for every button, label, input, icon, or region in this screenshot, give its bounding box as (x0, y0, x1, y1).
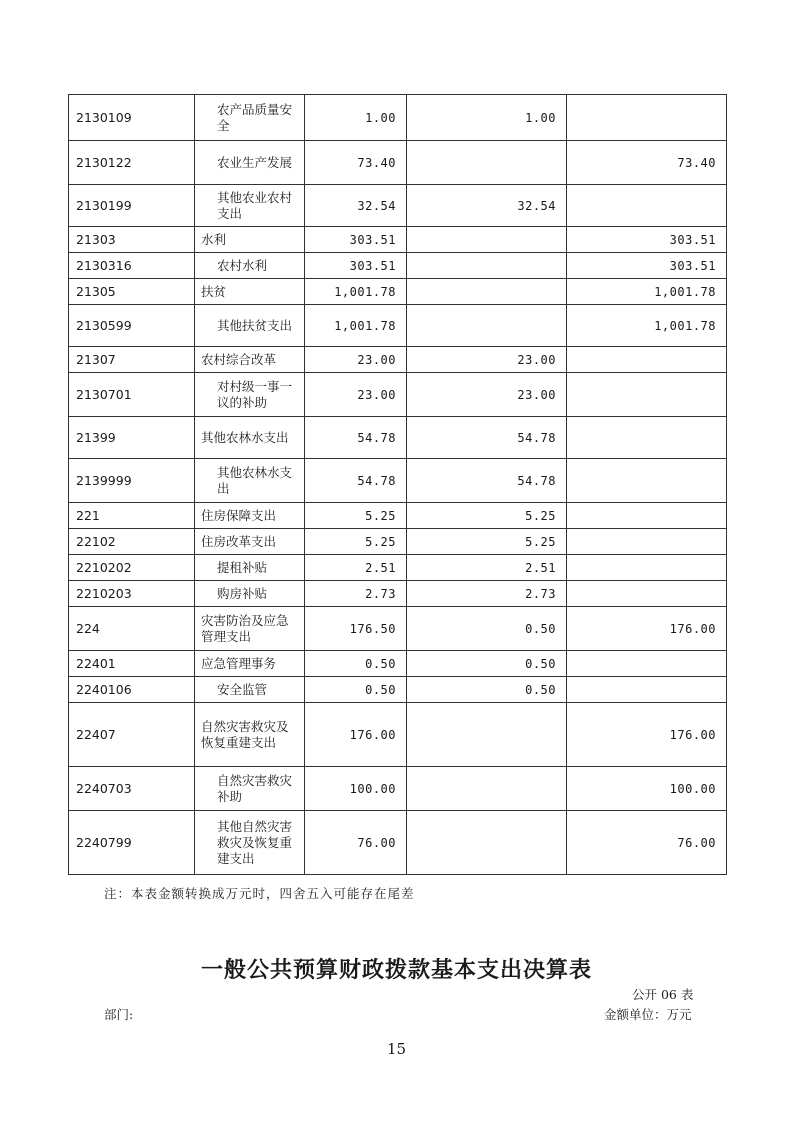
row-basic-cell: 0.50 (407, 677, 567, 703)
row-total-cell: 176.00 (305, 703, 407, 767)
row-name-cell: 其他扶贫支出 (195, 305, 305, 347)
row-code-cell: 2240106 (69, 677, 195, 703)
table-row (69, 373, 727, 417)
table-row (69, 607, 727, 651)
section-title: 一般公共预算财政拨款基本支出决算表 (200, 958, 592, 983)
row-basic-cell (407, 141, 567, 185)
row-basic-cell (407, 767, 567, 811)
table-row (69, 581, 727, 607)
row-project-cell: 100.00 (567, 767, 727, 811)
table-row (69, 529, 727, 555)
row-basic-cell: 0.50 (407, 607, 567, 651)
row-name-cell: 对村级一事一议的补助 (195, 373, 305, 417)
row-basic-cell: 23.00 (407, 347, 567, 373)
row-total-cell: 1,001.78 (305, 279, 407, 305)
row-name-cell: 提租补贴 (195, 555, 305, 581)
row-name-cell: 住房保障支出 (195, 503, 305, 529)
row-name-cell: 农业生产发展 (195, 141, 305, 185)
row-total-cell: 2.73 (305, 581, 407, 607)
row-basic-cell: 54.78 (407, 459, 567, 503)
row-total-cell: 100.00 (305, 767, 407, 811)
table-row (69, 651, 727, 677)
row-code-cell: 21303 (69, 227, 195, 253)
form-number: 公开 06 表 (632, 987, 694, 1002)
row-project-cell: 1,001.78 (567, 305, 727, 347)
row-code-cell: 22407 (69, 703, 195, 767)
row-total-cell: 303.51 (305, 227, 407, 253)
row-project-cell: 303.51 (567, 227, 727, 253)
row-basic-cell (407, 811, 567, 875)
table-row (69, 503, 727, 529)
row-total-cell: 0.50 (305, 677, 407, 703)
row-name-cell: 农村综合改革 (195, 347, 305, 373)
row-project-cell (567, 555, 727, 581)
row-total-cell: 5.25 (305, 503, 407, 529)
row-project-cell (567, 417, 727, 459)
row-code-cell: 22401 (69, 651, 195, 677)
row-name-cell: 自然灾害救灾补助 (195, 767, 305, 811)
table-row (69, 555, 727, 581)
table-row (69, 227, 727, 253)
page-number: 15 (386, 1040, 407, 1058)
table-row (69, 305, 727, 347)
row-project-cell (567, 373, 727, 417)
row-basic-cell: 54.78 (407, 417, 567, 459)
table-row (69, 185, 727, 227)
amount-unit-label: 金额单位：万元 (604, 1007, 692, 1022)
row-code-cell: 221 (69, 503, 195, 529)
row-code-cell: 2240799 (69, 811, 195, 875)
row-name-cell: 安全监管 (195, 677, 305, 703)
row-name-cell: 扶贫 (195, 279, 305, 305)
row-name-cell: 灾害防治及应急管理支出 (195, 607, 305, 651)
row-total-cell: 32.54 (305, 185, 407, 227)
row-total-cell: 76.00 (305, 811, 407, 875)
row-code-cell: 21399 (69, 417, 195, 459)
row-code-cell: 2210203 (69, 581, 195, 607)
table-row (69, 459, 727, 503)
row-code-cell: 224 (69, 607, 195, 651)
row-project-cell (567, 95, 727, 141)
row-basic-cell (407, 227, 567, 253)
department-label: 部门: (104, 1007, 134, 1022)
row-total-cell: 23.00 (305, 373, 407, 417)
budget-expenditure-table (68, 94, 727, 875)
row-project-cell: 76.00 (567, 811, 727, 875)
row-name-cell: 其他农林水支出 (195, 459, 305, 503)
row-total-cell: 5.25 (305, 529, 407, 555)
row-code-cell: 2210202 (69, 555, 195, 581)
row-project-cell (567, 651, 727, 677)
row-code-cell: 21307 (69, 347, 195, 373)
row-basic-cell: 32.54 (407, 185, 567, 227)
row-code-cell: 2240703 (69, 767, 195, 811)
row-name-cell: 其他农林水支出 (195, 417, 305, 459)
table-row (69, 767, 727, 811)
table-row (69, 279, 727, 305)
row-total-cell: 54.78 (305, 417, 407, 459)
row-project-cell: 176.00 (567, 607, 727, 651)
row-project-cell: 303.51 (567, 253, 727, 279)
row-code-cell: 2130199 (69, 185, 195, 227)
row-total-cell: 2.51 (305, 555, 407, 581)
table-row (69, 703, 727, 767)
row-basic-cell (407, 703, 567, 767)
table-row (69, 95, 727, 141)
row-total-cell: 303.51 (305, 253, 407, 279)
row-code-cell: 2130122 (69, 141, 195, 185)
row-name-cell: 其他自然灾害救灾及恢复重建支出 (195, 811, 305, 875)
row-name-cell: 水利 (195, 227, 305, 253)
row-basic-cell: 23.00 (407, 373, 567, 417)
row-name-cell: 其他农业农村支出 (195, 185, 305, 227)
table-footnote: 注：本表金额转换成万元时，四舍五入可能存在尾差 (104, 886, 415, 901)
row-code-cell: 2130701 (69, 373, 195, 417)
row-basic-cell (407, 253, 567, 279)
table-row (69, 811, 727, 875)
table-row (69, 677, 727, 703)
table-row (69, 417, 727, 459)
row-code-cell: 2130109 (69, 95, 195, 141)
row-project-cell (567, 459, 727, 503)
row-basic-cell: 5.25 (407, 503, 567, 529)
row-total-cell: 54.78 (305, 459, 407, 503)
row-project-cell (567, 529, 727, 555)
row-project-cell (567, 347, 727, 373)
row-project-cell: 73.40 (567, 141, 727, 185)
row-code-cell: 21305 (69, 279, 195, 305)
row-project-cell (567, 503, 727, 529)
row-project-cell: 176.00 (567, 703, 727, 767)
table-body (69, 95, 727, 875)
table-row (69, 347, 727, 373)
row-basic-cell (407, 305, 567, 347)
row-code-cell: 2130316 (69, 253, 195, 279)
table-row (69, 253, 727, 279)
row-project-cell (567, 185, 727, 227)
row-total-cell: 176.50 (305, 607, 407, 651)
row-basic-cell: 2.73 (407, 581, 567, 607)
row-name-cell: 住房改革支出 (195, 529, 305, 555)
row-project-cell: 1,001.78 (567, 279, 727, 305)
row-name-cell: 农村水利 (195, 253, 305, 279)
row-code-cell: 2139999 (69, 459, 195, 503)
row-name-cell: 自然灾害救灾及恢复重建支出 (195, 703, 305, 767)
row-basic-cell: 1.00 (407, 95, 567, 141)
row-basic-cell (407, 279, 567, 305)
row-basic-cell: 0.50 (407, 651, 567, 677)
row-code-cell: 22102 (69, 529, 195, 555)
row-basic-cell: 5.25 (407, 529, 567, 555)
row-total-cell: 1.00 (305, 95, 407, 141)
row-total-cell: 0.50 (305, 651, 407, 677)
row-total-cell: 1,001.78 (305, 305, 407, 347)
row-code-cell: 2130599 (69, 305, 195, 347)
row-name-cell: 农产品质量安全 (195, 95, 305, 141)
row-name-cell: 购房补贴 (195, 581, 305, 607)
row-total-cell: 23.00 (305, 347, 407, 373)
row-total-cell: 73.40 (305, 141, 407, 185)
row-project-cell (567, 581, 727, 607)
row-project-cell (567, 677, 727, 703)
table-row (69, 141, 727, 185)
row-name-cell: 应急管理事务 (195, 651, 305, 677)
row-basic-cell: 2.51 (407, 555, 567, 581)
